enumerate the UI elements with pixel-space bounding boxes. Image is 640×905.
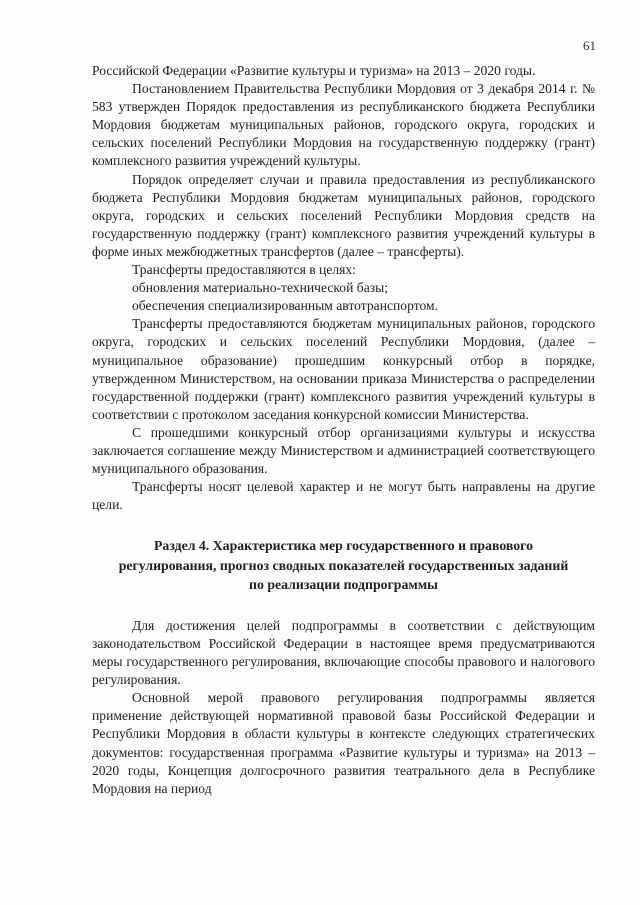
paragraph-legal-regulation: Основной мерой правового регулирования подпрограммы является применение действующей нормативной правовой базы Российской Федерации и Республики Мордовия в области культуры в контексте следующих стратегических документов: государственная программа «Развитие культуры и туризма» на 2013 – 2020 годы, Концепция долгосрочного развития театрального дела в Республике Мордовия на период	[92, 690, 595, 796]
paragraph-purpose-item: обновления материально-технической базы;	[132, 280, 389, 296]
section-heading-line: регулирования, прогноз сводных показателей государственных заданий	[118, 557, 569, 573]
paragraph-transfers-recipients: Трансферты предоставляются бюджетам муниципальных районов, городского округа, городских и сельских поселений Республики Мордовия, (далее – муниципальное образование) прошедшим конкурсный отбор в порядке, утвержденном Министерством, на основании приказа Министерства о распределении государственной поддержки (грант) комплексного развития учреждений культуры в соответствии с протоколом заседания конкурсной комиссии Министерства.	[92, 316, 595, 422]
paragraph-purposes-intro: Трансферты предоставляются в целях:	[132, 262, 356, 278]
paragraph-agreement: С прошедшими конкурсный отбор организациями культуры и искусства заключается соглашение между Министерством и администрацией соответствующего муниципального образования.	[92, 424, 595, 477]
section-heading	[92, 536, 595, 595]
paragraph-targeted-nature: Трансферты носят целевой характер и не могут быть направлены на другие цели.	[92, 479, 595, 513]
paragraph-procedure: Порядок определяет случаи и правила предоставления из республиканского бюджета Республики Мордовия бюджетам муниципальных районов, городского округа, городских и сельских поселений Республики Мордовия средств на государственную поддержку (грант) комплексного развития учреждений культуры в форме иных межбюджетных трансфертов (далее – трансферты).	[92, 171, 595, 259]
page-number: 61	[583, 38, 596, 53]
paragraph-regulation-measures: Для достижения целей подпрограммы в соответствии с действующим законодательством Российской Федерации в настоящее время предусматриваются меры государственного регулирования, включающие способы правового и налогового регулирования.	[92, 617, 595, 688]
paragraph-continuation: Российской Федерации «Развитие культуры и туризма» на 2013 – 2020 годы.	[92, 63, 536, 78]
document-body	[92, 62, 595, 798]
section-heading-line: по реализации подпрограммы	[249, 577, 438, 593]
paragraph-purpose-item: обеспечения специализированным автотранспортом.	[132, 298, 439, 314]
section-spacer	[92, 595, 595, 617]
paragraph-decree: Постановлением Правительства Республики Мордовия от 3 декабря 2014 г. № 583 утвержден Порядок предоставления из республиканского бюджета Республики Мордовия бюджетам муниципальных районов, городского округа, городских и сельских поселений Республики Мордовия на государственную поддержку (грант) комплексного развития учреждений культуры.	[92, 81, 595, 169]
section-heading-line: Раздел 4. Характеристика мер государственного и правового	[154, 538, 533, 554]
